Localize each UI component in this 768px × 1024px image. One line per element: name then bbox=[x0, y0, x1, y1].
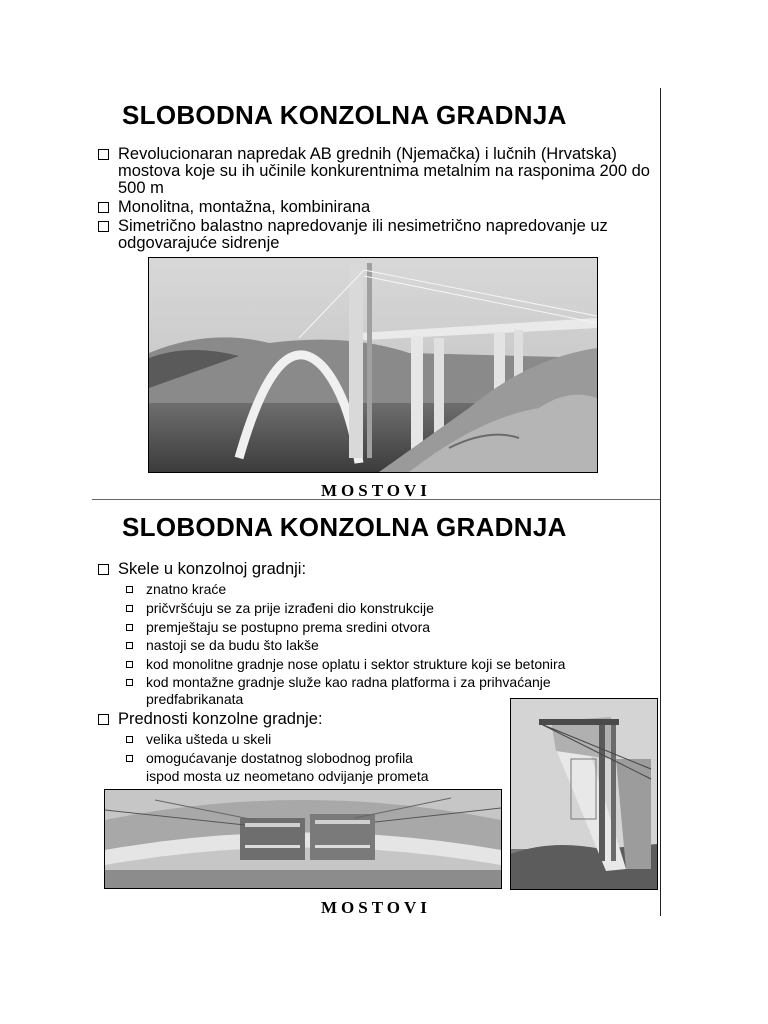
checkbox-bullet-icon bbox=[126, 624, 133, 631]
checkbox-bullet-icon bbox=[126, 679, 133, 686]
arch-closure-photo bbox=[104, 789, 502, 889]
cantilever-arch-photo bbox=[510, 698, 658, 890]
slide2-bullet-2: Prednosti konzolne gradnje: bbox=[98, 711, 498, 728]
checkbox-bullet-icon bbox=[126, 605, 133, 612]
checkbox-bullet-icon bbox=[98, 714, 109, 725]
slide2-sub2-item: velika ušteda u skeli bbox=[126, 731, 271, 748]
checkbox-bullet-icon bbox=[98, 564, 109, 575]
slide1-bullet-3: Simetrično balastno napredovanje ili nesimetrično napredovanje uz odgovarajuće sidrenje bbox=[98, 218, 650, 252]
slide2-sub1-item: kod monolitne gradnje nose oplatu i sektor strukture koji se betonira bbox=[126, 656, 565, 673]
slide2-title: SLOBODNA KONZOLNA GRADNJA bbox=[122, 512, 567, 542]
slide2-sub1-item: pričvršćuju se za prije izrađeni dio konstrukcije bbox=[126, 600, 434, 617]
slide1-title: SLOBODNA KONZOLNA GRADNJA bbox=[122, 100, 567, 130]
slide2-footer: MOSTOVI bbox=[321, 898, 431, 917]
slide2-sub1-item: nastoji se da budu što lakše bbox=[126, 637, 319, 654]
slide2-sub1-item: kod montažne gradnje služe kao radna platforma i za prihvaćanje predfabrikanata bbox=[126, 674, 646, 708]
arch-bridge-photo bbox=[148, 257, 598, 473]
slide2-sub1-item: znatno kraće bbox=[126, 581, 226, 598]
slide1-bullet-2: Monolitna, montažna, kombinirana bbox=[98, 199, 650, 216]
slide2-sub1-item: premještaju se postupno prema sredini otvora bbox=[126, 619, 430, 636]
slide1-bullet-1: Revolucionaran napredak AB grednih (Njemačka) i lučnih (Hrvatska) mostova koje su ih učinile konkurentnima metalnim na rasponima 200 do 500 m bbox=[98, 146, 650, 197]
checkbox-bullet-icon bbox=[126, 642, 133, 649]
slide2-bullet-1: Skele u konzolnoj gradnji: bbox=[98, 561, 650, 578]
checkbox-bullet-icon bbox=[126, 586, 133, 593]
checkbox-bullet-icon bbox=[98, 149, 109, 160]
slide2-sub2-item: omogućavanje dostatnog slobodnog profila bbox=[126, 750, 413, 767]
checkbox-bullet-icon bbox=[98, 221, 109, 232]
checkbox-bullet-icon bbox=[126, 736, 133, 743]
slide2-sub2-continuation: ispod mosta uz neometano odvijanje prometa bbox=[146, 768, 429, 784]
slide1-footer: MOSTOVI bbox=[321, 481, 431, 500]
checkbox-bullet-icon bbox=[126, 661, 133, 668]
checkbox-bullet-icon bbox=[98, 202, 109, 213]
checkbox-bullet-icon bbox=[126, 755, 133, 762]
